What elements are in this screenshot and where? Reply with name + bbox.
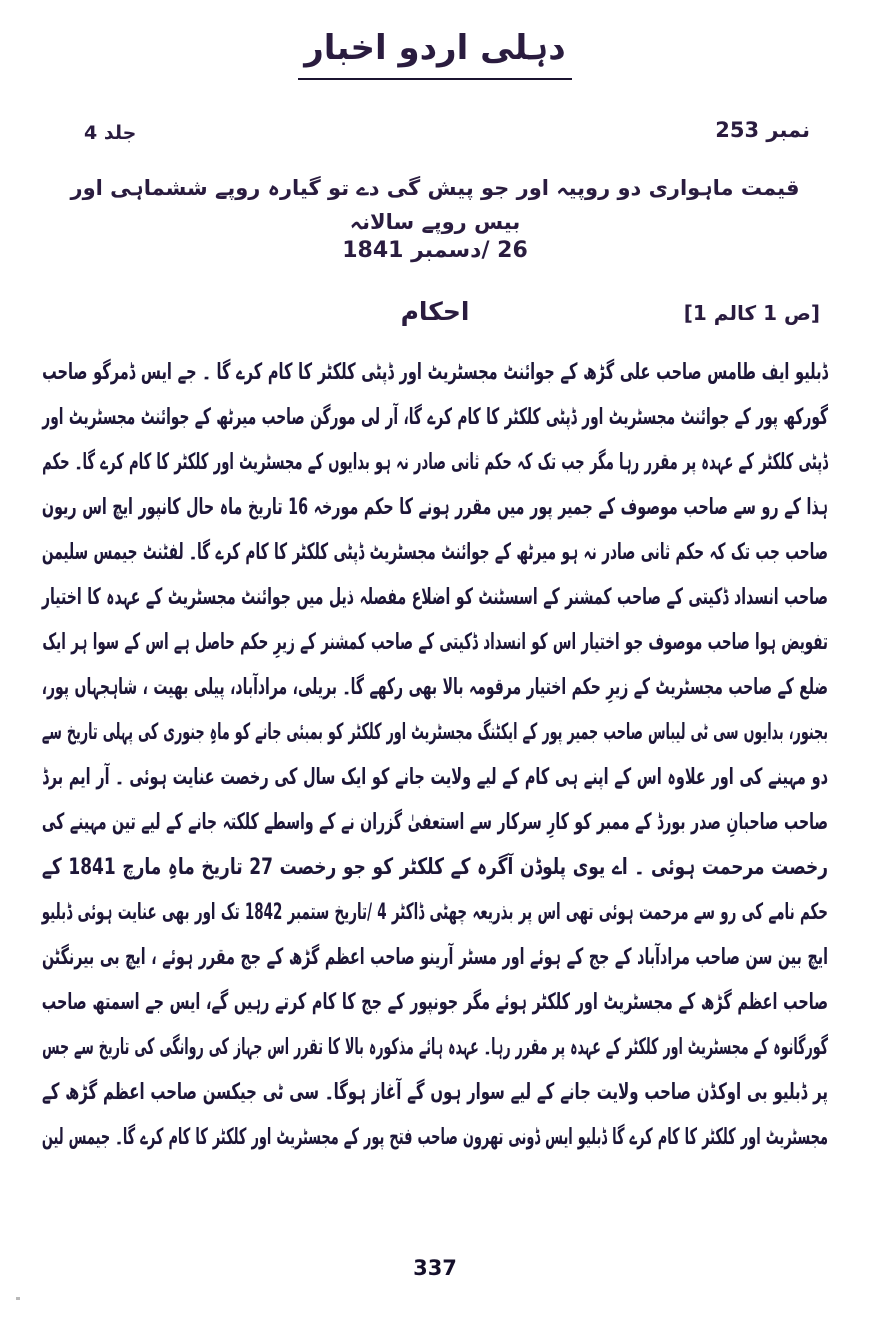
article-line: ڈبلیو ایف طامس صاحب علی گڑھ کے جوائنٹ مجسٹریٹ اور ڈپٹی کلکٹر کا کام کرے گا ۔ جے ایس ڈمرگو صاحب <box>42 359 828 385</box>
article-line: ڈپٹی کلکٹر کے عہدہ پر مقرر رہا مگر جب تک کہ حکم ثانی صادر نہ ہو بدایوں کے مجسٹریٹ اور کلکٹر کا کام کرے گا۔ حکم <box>42 449 828 475</box>
issue-line <box>60 118 810 148</box>
volume-label: جلد 4 <box>84 122 137 144</box>
newspaper-title: دہلی اردو اخبار <box>298 26 572 80</box>
section-heading: احکام <box>400 297 470 326</box>
article-line: بجنور، بدایوں سی ٹی لیباس صاحب جمیر پور کے ایکٹنگ مجسٹریٹ اور کلکٹر کو بمبئی جانے کو ماہِ جنوری کی پہلی تاریخ سے <box>41 719 829 745</box>
article-line: ضلع کے صاحب مجسٹریٹ کے زیرِ حکم اختیار مرقومہ بالا بھی رکھے گا۔ بریلی، مرادآباد، پیلی بھیت ، شاہجہاں پور، <box>41 674 828 700</box>
page-number: 337 <box>413 1256 457 1280</box>
subscription-price-line: قیمت ماہواری دو روپیہ اور جو پیش گی دے تو گیارہ روپے ششماہی اور بیس روپے سالانہ <box>70 176 800 234</box>
article-line: صاحب انسداد ڈکیتی کے صاحب کمشنر کے اسسٹنٹ کو اضلاع مفصلہ ذیل میں جوائنٹ مجسٹریٹ کے عہدہ کا اختیار <box>41 584 828 610</box>
article-line: تفویض ہوا صاحب موصوف جو اختیار اس کو انسداد ڈکیتی کے صاحب کمشنر کے زیرِ حکم حاصل ہے اس کے سوا ہر ایک <box>42 629 829 655</box>
article-line: صاحب جب تک کہ حکم ثانی صادر نہ ہو میرٹھ کے جوائنٹ مجسٹریٹ ڈپٹی کلکٹر کا کام کرے گا۔ لفٹنٹ جیمس سلیمن <box>41 539 828 565</box>
article-line: ایچ بین سن صاحب مرادآباد کے جج کے ہوئے اور مسٹر آرینو صاحب اعظم گڑھ کے جج مقرر ہوئے ، ایچ بی بیرنگٹن <box>41 944 828 970</box>
article-line: دو مہینے کی اور علاوہ اس کے اپنے ہی کام کے لیے ولایت جانے کو ایک سال کی رخصت عنایت ہوئی ۔ آر ایم برڈ <box>42 764 828 790</box>
masthead <box>0 26 870 80</box>
article-line: صاحب اعظم گڑھ کے مجسٹریٹ اور کلکٹر ہوئے مگر جونپور کے جج کا کام کرتے رہیں گے، ایس جے اسمتھ صاحب <box>41 989 828 1015</box>
article-body <box>42 350 828 1160</box>
article-line: ہذا کے رو سے صاحب موصوف کے جمیر پور میں مقرر ہونے کا حکم مورخہ 16 تاریخ ماہ حال کانپور ایچ اس ریون <box>41 494 828 520</box>
article-line: پر ڈبلیو بی اوکڈن صاحب ولایت جانے کے لیے سوار ہوں گے آغاز ہوگا۔ سی ٹی جیکسن صاحب اعظم گڑھ کے <box>41 1079 829 1105</box>
article-line: رخصت مرحمت ہوئی ۔ اے یوی پلوڈن آگرہ کے کلکٹر کو جو رخصت 27 تاریخ ماہِ مارچ 1841 کے <box>41 854 828 880</box>
scan-artifact-speck <box>16 1297 20 1300</box>
article-paragraph <box>42 350 828 1160</box>
publication-date: 26 /دسمبر 1841 <box>342 238 528 263</box>
article-line: حکم نامے کی رو سے مرحمت ہوئی تھی اس پر بذریعہ چھٹی ڈاکٹر 4 /تاریخ ستمبر 1842 تک اور بھی عنایت ہوئی ڈبلیو <box>41 899 828 925</box>
article-line: مجسٹریٹ اور کلکٹر کا کام کرے گا ڈبلیو ایس ڈونی تھرون صاحب فتح پور کے مجسٹریٹ اور کلکٹر کا کام کرے گا۔ جیمس لین <box>41 1124 828 1150</box>
article-line: صاحب صاحبانِ صدر بورڈ کے ممبر کو کارِ سرکار سے استعفیٰ گزران نے کے واسطے کلکتہ جانے کے لیے تین مہینے کی <box>41 809 828 835</box>
article-line: گورگانوہ کے مجسٹریٹ اور کلکٹر کے عہدہ پر مقرر رہا۔ عہدہ ہائے مذکورہ بالا کا تقرر اس جہاز کی روانگی کی تاریخ سے جس <box>42 1034 828 1060</box>
section-page-column-reference: [ص 1 کالم 1] <box>683 301 820 325</box>
section-heading-row <box>50 297 820 335</box>
issue-number-label: نمبر 253 <box>715 118 810 142</box>
article-line: گورکھ پور کے جوائنٹ مجسٹریٹ اور ڈپٹی کلکٹر کا کام کرے گا، آر لی مورگن صاحب میرٹھ کے جوائنٹ مجسٹریٹ اور <box>42 404 828 430</box>
